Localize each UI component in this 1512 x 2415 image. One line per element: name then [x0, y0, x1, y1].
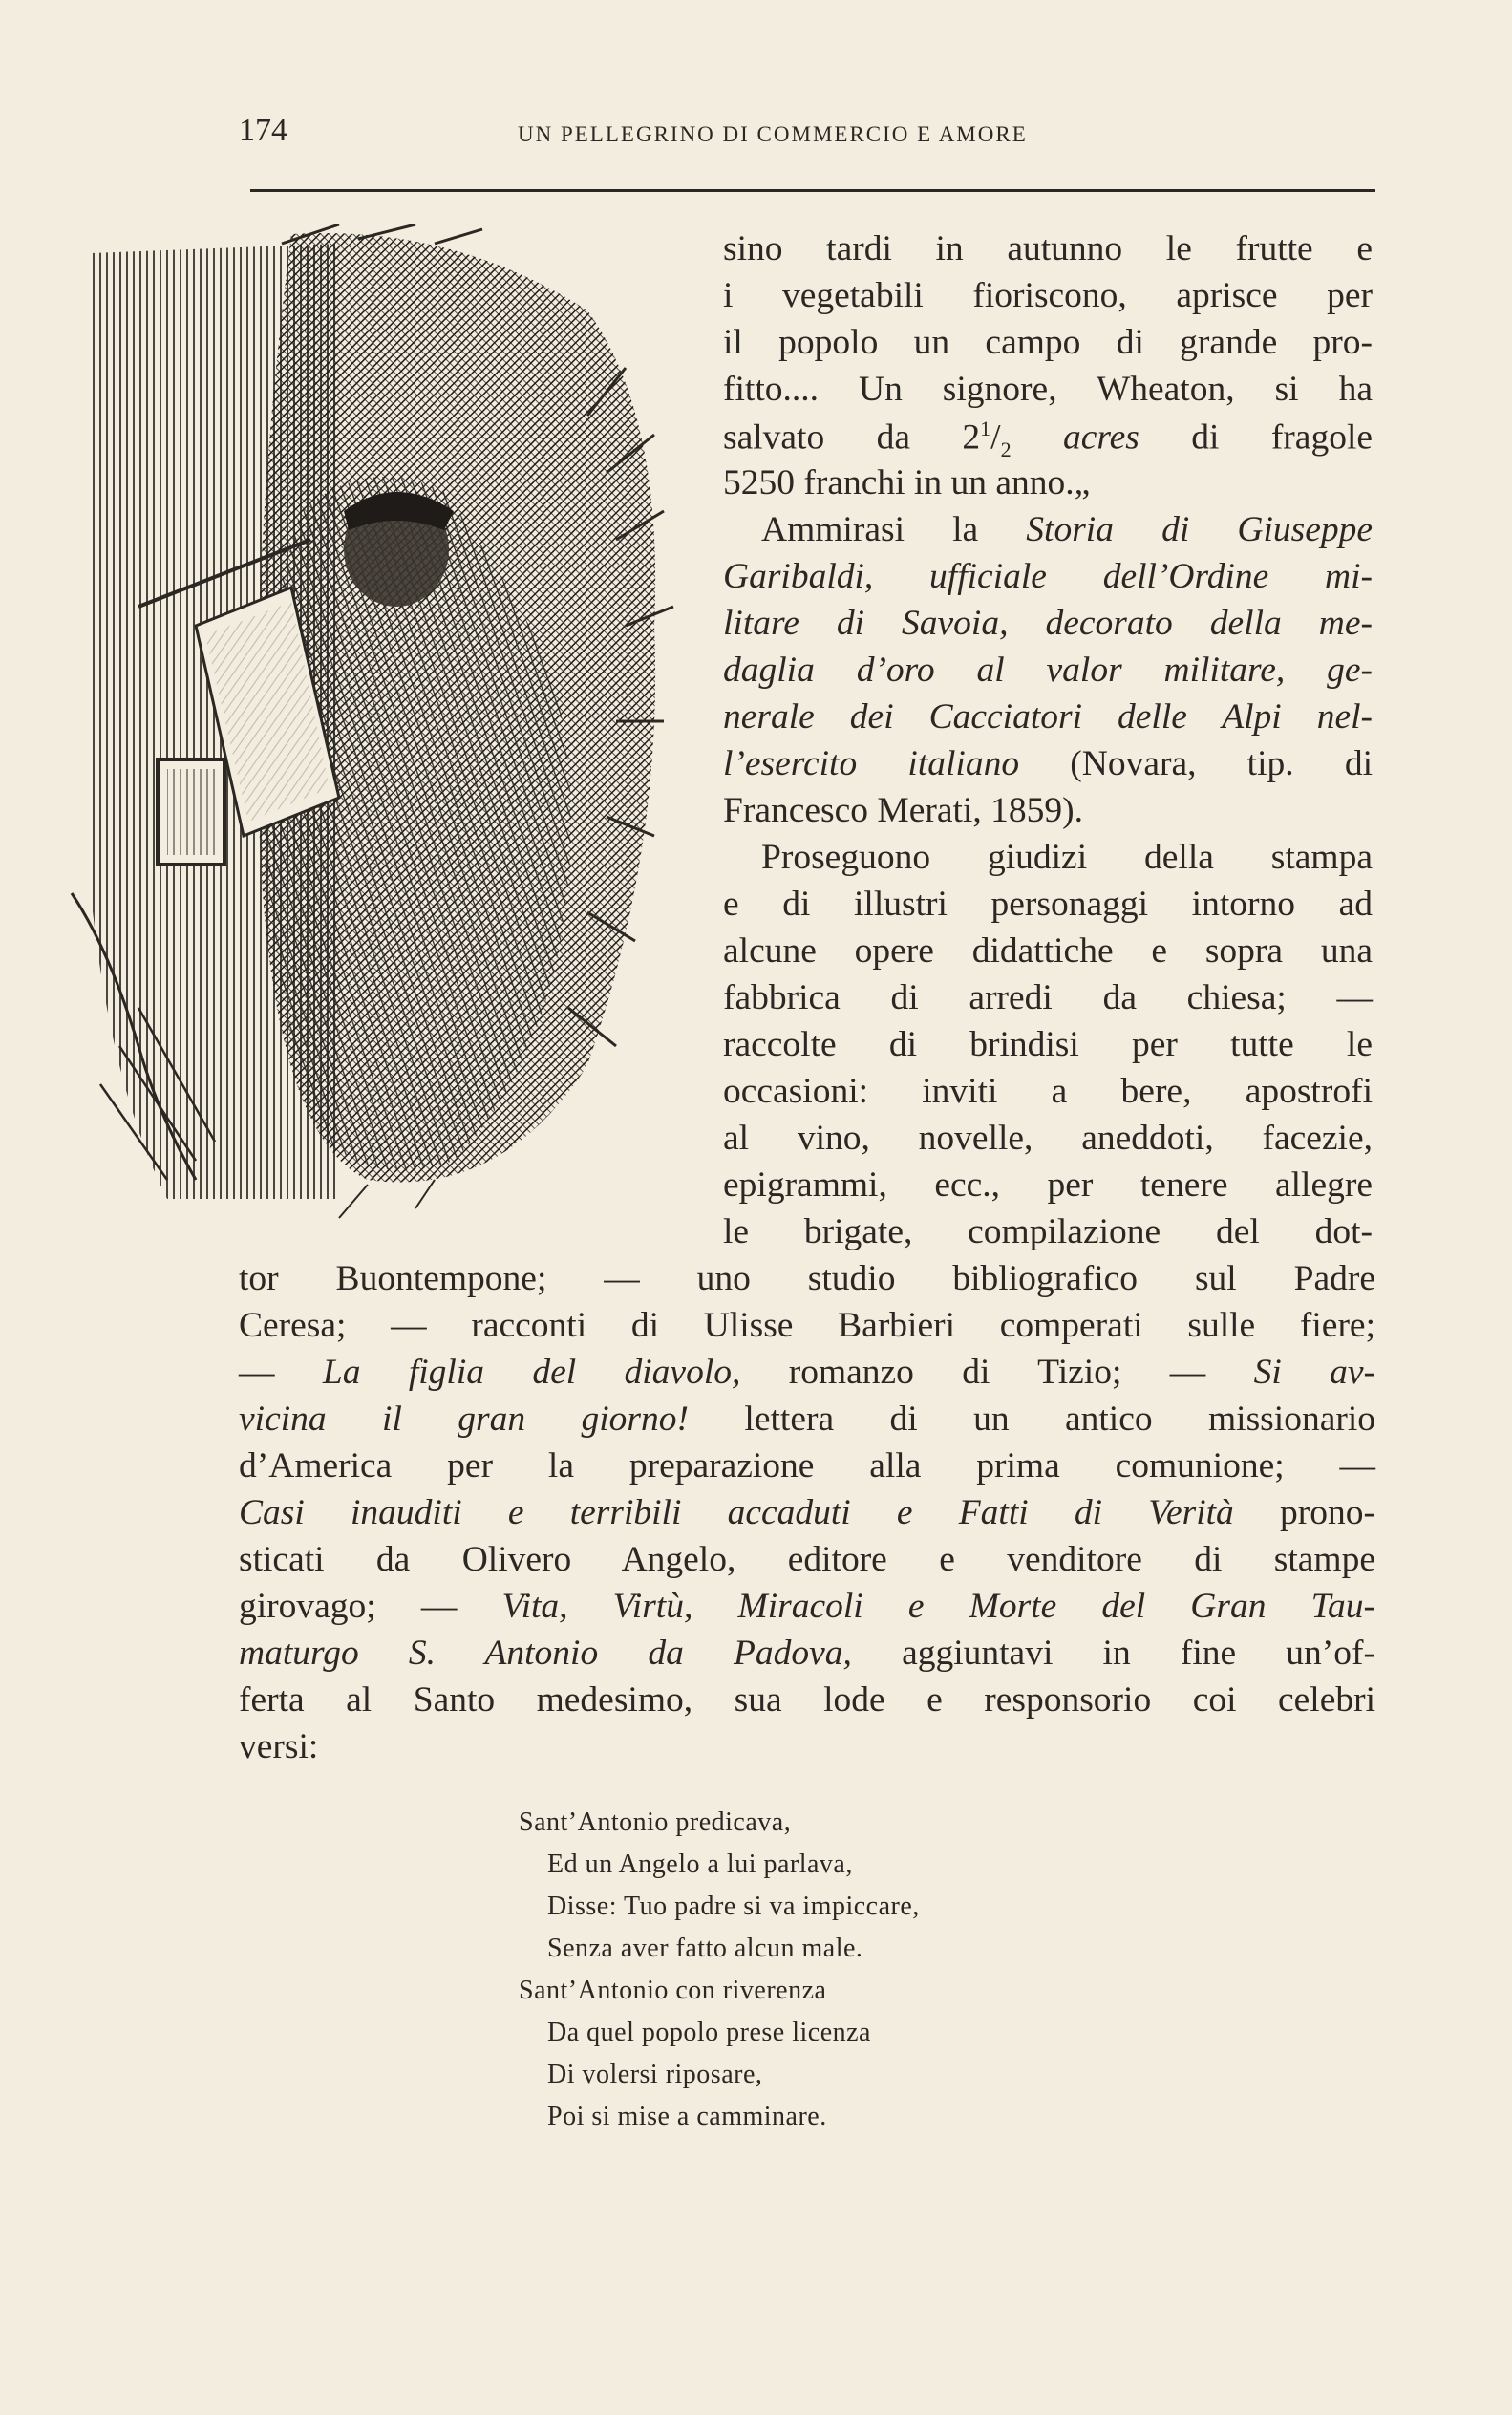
text-line: al vino, novelle, aneddoti, facezie,: [723, 1119, 1373, 1158]
italic-title: Casi inauditi e terribili accaduti e Fatti di Verità: [239, 1493, 1234, 1532]
text-line: versi:: [239, 1727, 319, 1766]
verse-line: Senza aver fatto alcun male.: [547, 1934, 863, 1963]
italic-title: daglia d’oro al valor militare, ge-: [723, 651, 1373, 690]
text-line: fabbrica di arredi da chiesa; —: [723, 978, 1373, 1017]
fraction-denominator: 2: [1000, 438, 1012, 461]
text-line: ferta al Santo medesimo, sua lode e responsorio coi celebri: [239, 1680, 1375, 1720]
text-span: girovago; —: [239, 1587, 458, 1626]
running-title: UN PELLEGRINO DI COMMERCIO E AMORE: [518, 122, 1028, 146]
text-line: [723, 746, 1373, 782]
verse-line: Da quel popolo prese licenza: [547, 2018, 871, 2047]
fraction-numerator: 1: [980, 417, 991, 440]
text-line: [239, 1401, 1375, 1438]
text-span: di fragole: [1191, 417, 1374, 458]
verse-line: Disse: Tuo padre si va impiccare,: [547, 1891, 920, 1921]
italic-acres: acres: [1063, 417, 1139, 458]
text-line: [723, 559, 1373, 595]
text-line: [239, 1589, 1375, 1625]
text-line: Francesco Merati, 1859).: [723, 791, 1083, 830]
text-line: [239, 1355, 1375, 1391]
text-line: tor Buontempone; — uno studio bibliografico sul Padre: [239, 1259, 1375, 1298]
text-line: i vegetabili fioriscono, aprisce per: [723, 276, 1373, 315]
header-rule: [250, 189, 1375, 192]
engraving-icon: [53, 224, 702, 1237]
text-line: [723, 512, 1373, 548]
text-line: Ceresa; — racconti di Ulisse Barbieri comperati sulle fiere;: [239, 1306, 1375, 1345]
italic-title: Garibaldi, ufficiale dell’Ordine mi-: [723, 557, 1373, 596]
text-line: [723, 606, 1373, 642]
text-span: aggiuntavi in fine un’of-: [902, 1634, 1376, 1673]
italic-title: litare di Savoia, decorato della me-: [723, 604, 1373, 643]
text-line: e di illustri personaggi intorno ad: [723, 885, 1373, 924]
verse-line: Sant’Antonio con riverenza: [519, 1976, 827, 2005]
text-line: [239, 1635, 1375, 1672]
italic-title: l’esercito italiano: [723, 744, 1020, 783]
text-line: epigrammi, ecc., per tenere allegre: [723, 1165, 1373, 1205]
text-line: salvato da $2^1/_2$ acres di fragole: [723, 417, 1374, 461]
italic-title: La figlia del diavolo,: [322, 1353, 741, 1392]
text-span: romanzo di Tizio; —: [788, 1353, 1206, 1392]
text-span: —: [239, 1353, 275, 1392]
text-span: salvato da 2: [723, 417, 981, 458]
text-line: d’America per la preparazione alla prima comunione; —: [239, 1446, 1375, 1485]
text-span: lettera di un antico missionario: [744, 1400, 1375, 1439]
text-line: [239, 1495, 1375, 1531]
text-line: le brigate, compilazione del dot-: [723, 1212, 1373, 1251]
verse-line: Di volersi riposare,: [547, 2060, 763, 2089]
text-span: Ammirasi la: [761, 510, 979, 549]
page-header: [239, 113, 1375, 160]
italic-title: Vita, Virtù, Miracoli e Morte del Gran Tau-: [501, 1587, 1375, 1626]
verse-line: Sant’Antonio predicava,: [519, 1807, 792, 1837]
text-line: 5250 franchi in un anno.„: [723, 463, 1091, 502]
text-line: fitto.... Un signore, Wheaton, si ha: [723, 370, 1373, 409]
text-line: sino tardi in autunno le frutte e: [723, 229, 1373, 268]
text-span: (Novara, tip. di: [1070, 744, 1373, 783]
verse-line: Poi si mise a camminare.: [547, 2102, 827, 2131]
verse-line: Ed un Angelo a lui parlava,: [547, 1849, 853, 1879]
italic-title: maturgo S. Antonio da Padova,: [239, 1634, 852, 1673]
text-line: occasioni: inviti a bere, apostrofi: [723, 1072, 1373, 1111]
italic-title: vicina il gran giorno!: [239, 1400, 690, 1439]
text-line: [723, 699, 1373, 736]
text-line: raccolte di brindisi per tutte le: [723, 1025, 1373, 1064]
italic-title: nerale dei Cacciatori delle Alpi nel-: [723, 697, 1373, 737]
text-span: prono-: [1280, 1493, 1375, 1532]
page-number: 174: [239, 113, 287, 148]
text-line: sticati da Olivero Angelo, editore e venditore di stampe: [239, 1540, 1375, 1579]
text-line: [723, 652, 1373, 689]
text-line: Proseguono giudizi della stampa: [761, 838, 1373, 877]
italic-title: Si av-: [1253, 1353, 1375, 1392]
text-line: alcune opere didattiche e sopra una: [723, 931, 1373, 971]
text-line: il popolo un campo di grande pro-: [723, 323, 1373, 362]
italic-title: Storia di Giuseppe: [1026, 510, 1374, 549]
